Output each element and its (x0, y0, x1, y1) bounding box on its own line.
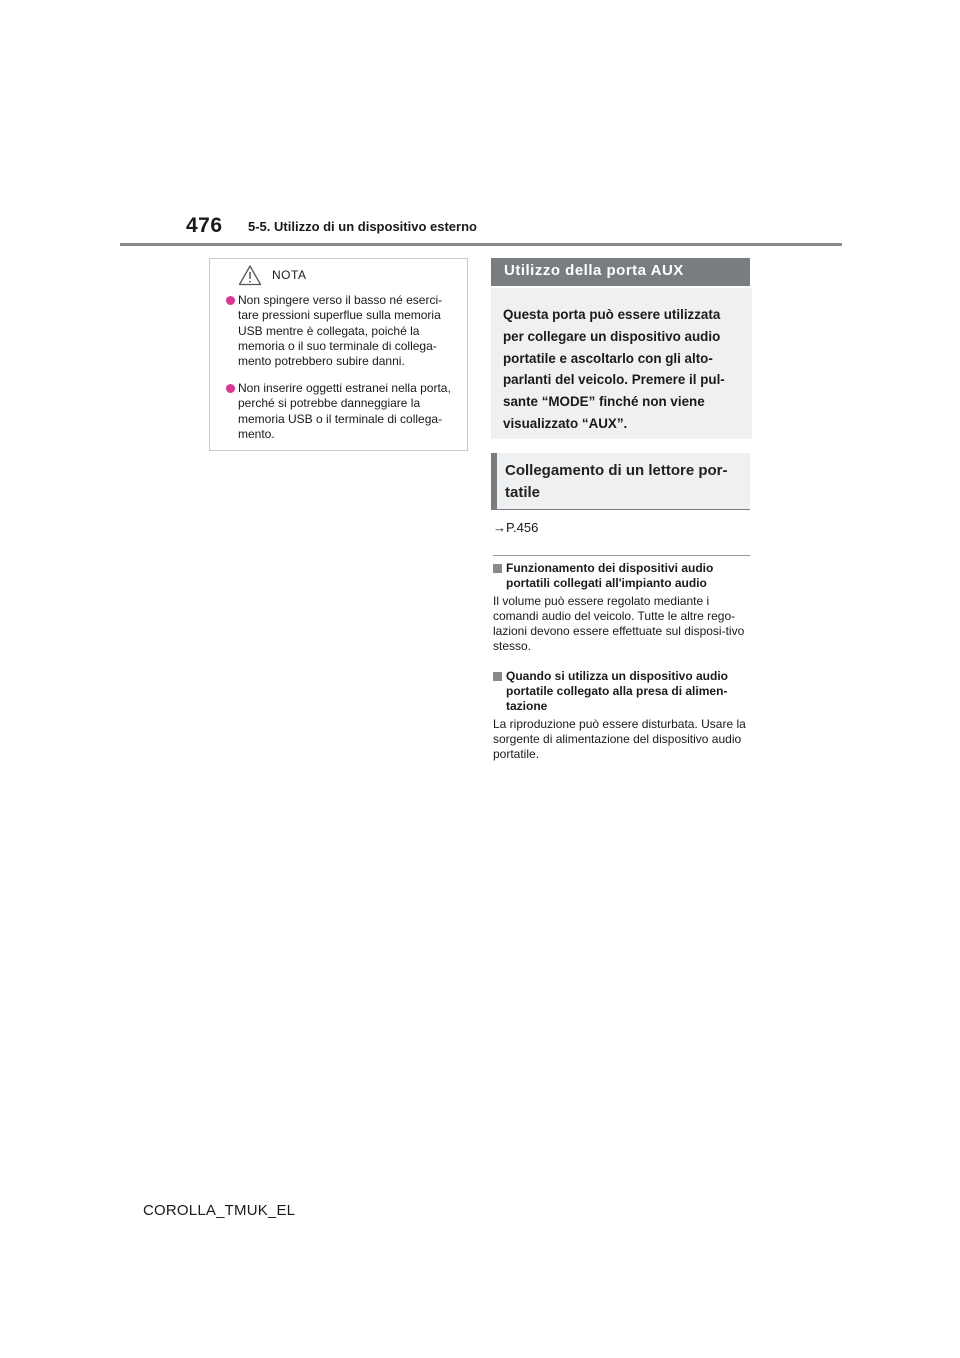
square-bullet-icon (493, 564, 502, 573)
page-number: 476 (186, 214, 223, 237)
topic-title: Funzionamento dei dispositivi audio portatili collegati all'impianto audio (506, 561, 714, 590)
connect-section-heading: Collegamento di un lettore por-tatile (491, 453, 750, 510)
note-box (209, 258, 468, 451)
divider (493, 555, 750, 556)
topic-block (493, 561, 751, 654)
header-rule (120, 243, 842, 246)
topic-body: La riproduzione può essere disturbata. Usare la sorgente di alimentazione del dispositivo audio portatile. (493, 717, 746, 761)
bullet-dot-icon (226, 296, 235, 305)
topic-block (493, 669, 751, 762)
document-code: COROLLA_TMUK_EL (143, 1202, 296, 1219)
aux-intro-box: Questa porta può essere utilizzata per collegare un dispositivo audio portatile e ascoltarlo con gli alto-parlanti del veicolo. Premere il pul-sante “MODE” finché non viene visualizzato “AUX”. (491, 288, 752, 439)
note-header (224, 262, 454, 288)
note-item (226, 293, 462, 369)
warning-triangle-icon (238, 264, 262, 286)
topic-title: Quando si utilizza un dispositivo audio portatile collegato alla presa di alimen-tazione (506, 669, 729, 713)
note-item-text: Non inserire oggetti estranei nella porta, perché si potrebbe danneggiare la memoria USB o il terminale di collega-mento. (238, 381, 451, 441)
note-title: NOTA (272, 268, 307, 282)
square-bullet-icon (493, 672, 502, 681)
note-item (226, 381, 462, 442)
section-title: 5-5. Utilizzo di un dispositivo esterno (248, 219, 477, 234)
aux-section-heading: Utilizzo della porta AUX (491, 258, 750, 286)
bullet-dot-icon (226, 384, 235, 393)
topic-body: Il volume può essere regolato mediante i comandi audio del veicolo. Tutte le altre rego-lazioni devono essere effettuate sul disposi-tivo stesso. (493, 594, 745, 653)
page-reference-link[interactable]: →P.456 (493, 520, 539, 535)
note-item-text: Non spingere verso il basso né eserci-tare pressioni superflue sulla memoria USB mentre è collegata, poiché la memoria o il suo terminale di collega-mento potrebbero subire danni. (238, 293, 443, 369)
